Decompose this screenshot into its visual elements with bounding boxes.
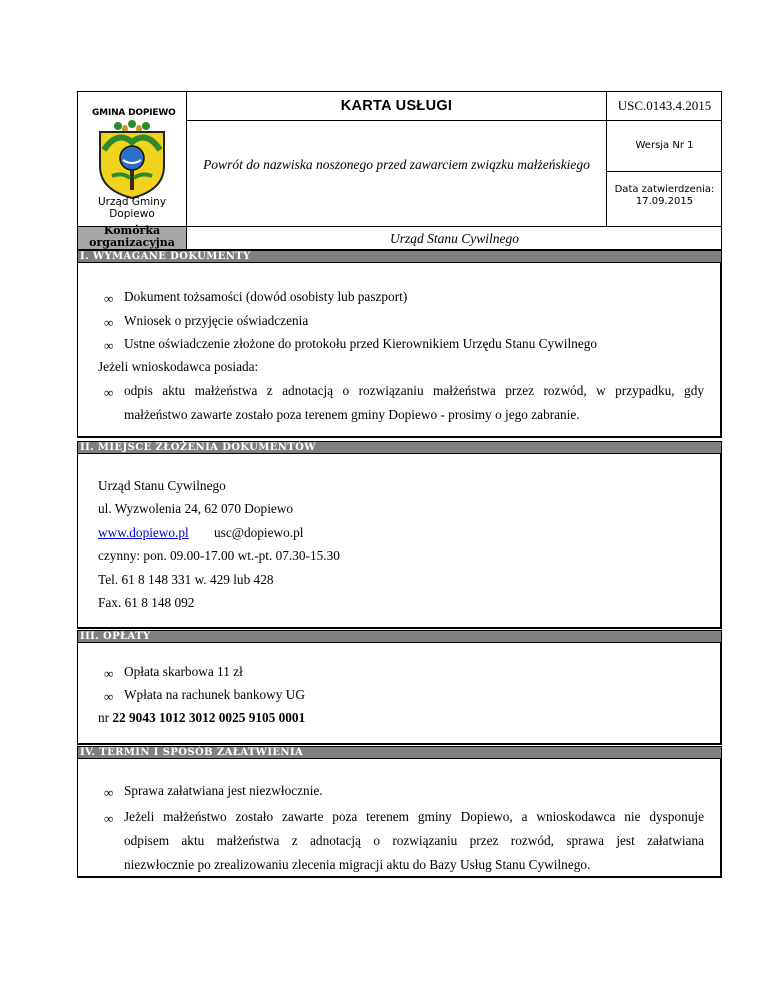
hours: czynny: pon. 09.00-17.00 wt.-pt. 07.30-15.30 [98,548,340,563]
list-item: Dokument tożsamości (dowód osobisty lub paszport) [124,289,408,304]
fax: Fax. 61 8 148 092 [98,595,195,610]
bullet-icon: ∞ [104,666,114,681]
account-line [98,710,305,726]
bullet-icon: ∞ [104,811,114,826]
divider [186,120,722,121]
website-link[interactable]: www.dopiewo.pl [98,525,189,540]
section-title: IV. TERMIN I SPOSÓB ZAŁATWIENIA [77,746,722,759]
logo [92,100,176,196]
bullet-icon: ∞ [104,291,114,306]
section-title: II. MIEJSCE ZŁOŻENIA DOKUMENTÓW [77,441,722,454]
bullet-icon: ∞ [104,689,114,704]
service-name: Powrót do nazwiska noszonego przed zawarciem związku małżeńskiego [203,157,590,172]
list-item: odpis aktu małżeństwa z adnotacją o rozwiązaniu małżeństwa przez rozwód, w przypadku, gdy [124,383,704,398]
list-item: Wpłata na rachunek bankowy UG [124,687,305,702]
divider [606,171,722,172]
bullet-icon: ∞ [104,338,114,353]
bullet-icon: ∞ [104,785,114,800]
conditional-intro: Jeżeli wnioskodawca posiada: [98,359,259,374]
version: Wersja Nr 1 [635,140,694,151]
logo-title: GMINA DOPIEWO [92,108,176,118]
phone: Tel. 61 8 148 331 w. 429 lub 428 [98,572,274,587]
list-item-continuation: odpisem aktu małżeństwa z adnotacją o rozwiązaniu przez rozwód, sprawa jest załatwiana [124,833,704,848]
office: Urząd Stanu Cywilnego [98,478,226,493]
list-item: Opłata skarbowa 11 zł [124,664,243,679]
email: usc@dopiewo.pl [214,525,304,540]
coat-of-arms-icon [92,120,172,200]
list-item: Ustne oświadczenie złożone do protokołu przed Kierownikiem Urzędu Stanu Cywilnego [124,336,598,351]
card-code: USC.0143.4.2015 [617,98,712,113]
list-item: Jeżeli małżeństwo zostało zawarte poza terenem gminy Dopiewo, a wnioskodawca nie dysponuje [124,809,704,824]
approval-date: 17.09.2015 [635,196,694,207]
address: ul. Wyzwolenia 24, 62 070 Dopiewo [98,501,294,516]
bullet-icon: ∞ [104,385,114,400]
approval-label: Data zatwierdzenia: [614,184,715,195]
card-title: KARTA USŁUGI [340,98,453,114]
section-title: I. WYMAGANE DOKUMENTY [77,250,722,263]
list-item: Sprawa załatwiana jest niezwłocznie. [124,783,323,798]
list-item-continuation: niezwłocznie po zrealizowaniu zlecenia migracji aktu do Bazy Usług Stanu Cywilnego. [124,857,591,872]
list-item-continuation: małżeństwo zawarte zostało poza terenem gminy Dopiewo - prosimy o jego zabranie. [124,407,580,422]
section-title: III. OPŁATY [77,630,722,643]
account-prefix: nr [98,710,113,725]
list-item: Wniosek o przyjęcie oświadczenia [124,313,309,328]
bullet-icon: ∞ [104,315,114,330]
office-name: Urząd Gminy Dopiewo [97,196,167,220]
unit-label: Komórka organizacyjna [89,224,175,249]
unit-name: Urząd Stanu Cywilnego [389,231,519,246]
account-number: 22 9043 1012 3012 0025 9105 0001 [112,710,306,725]
